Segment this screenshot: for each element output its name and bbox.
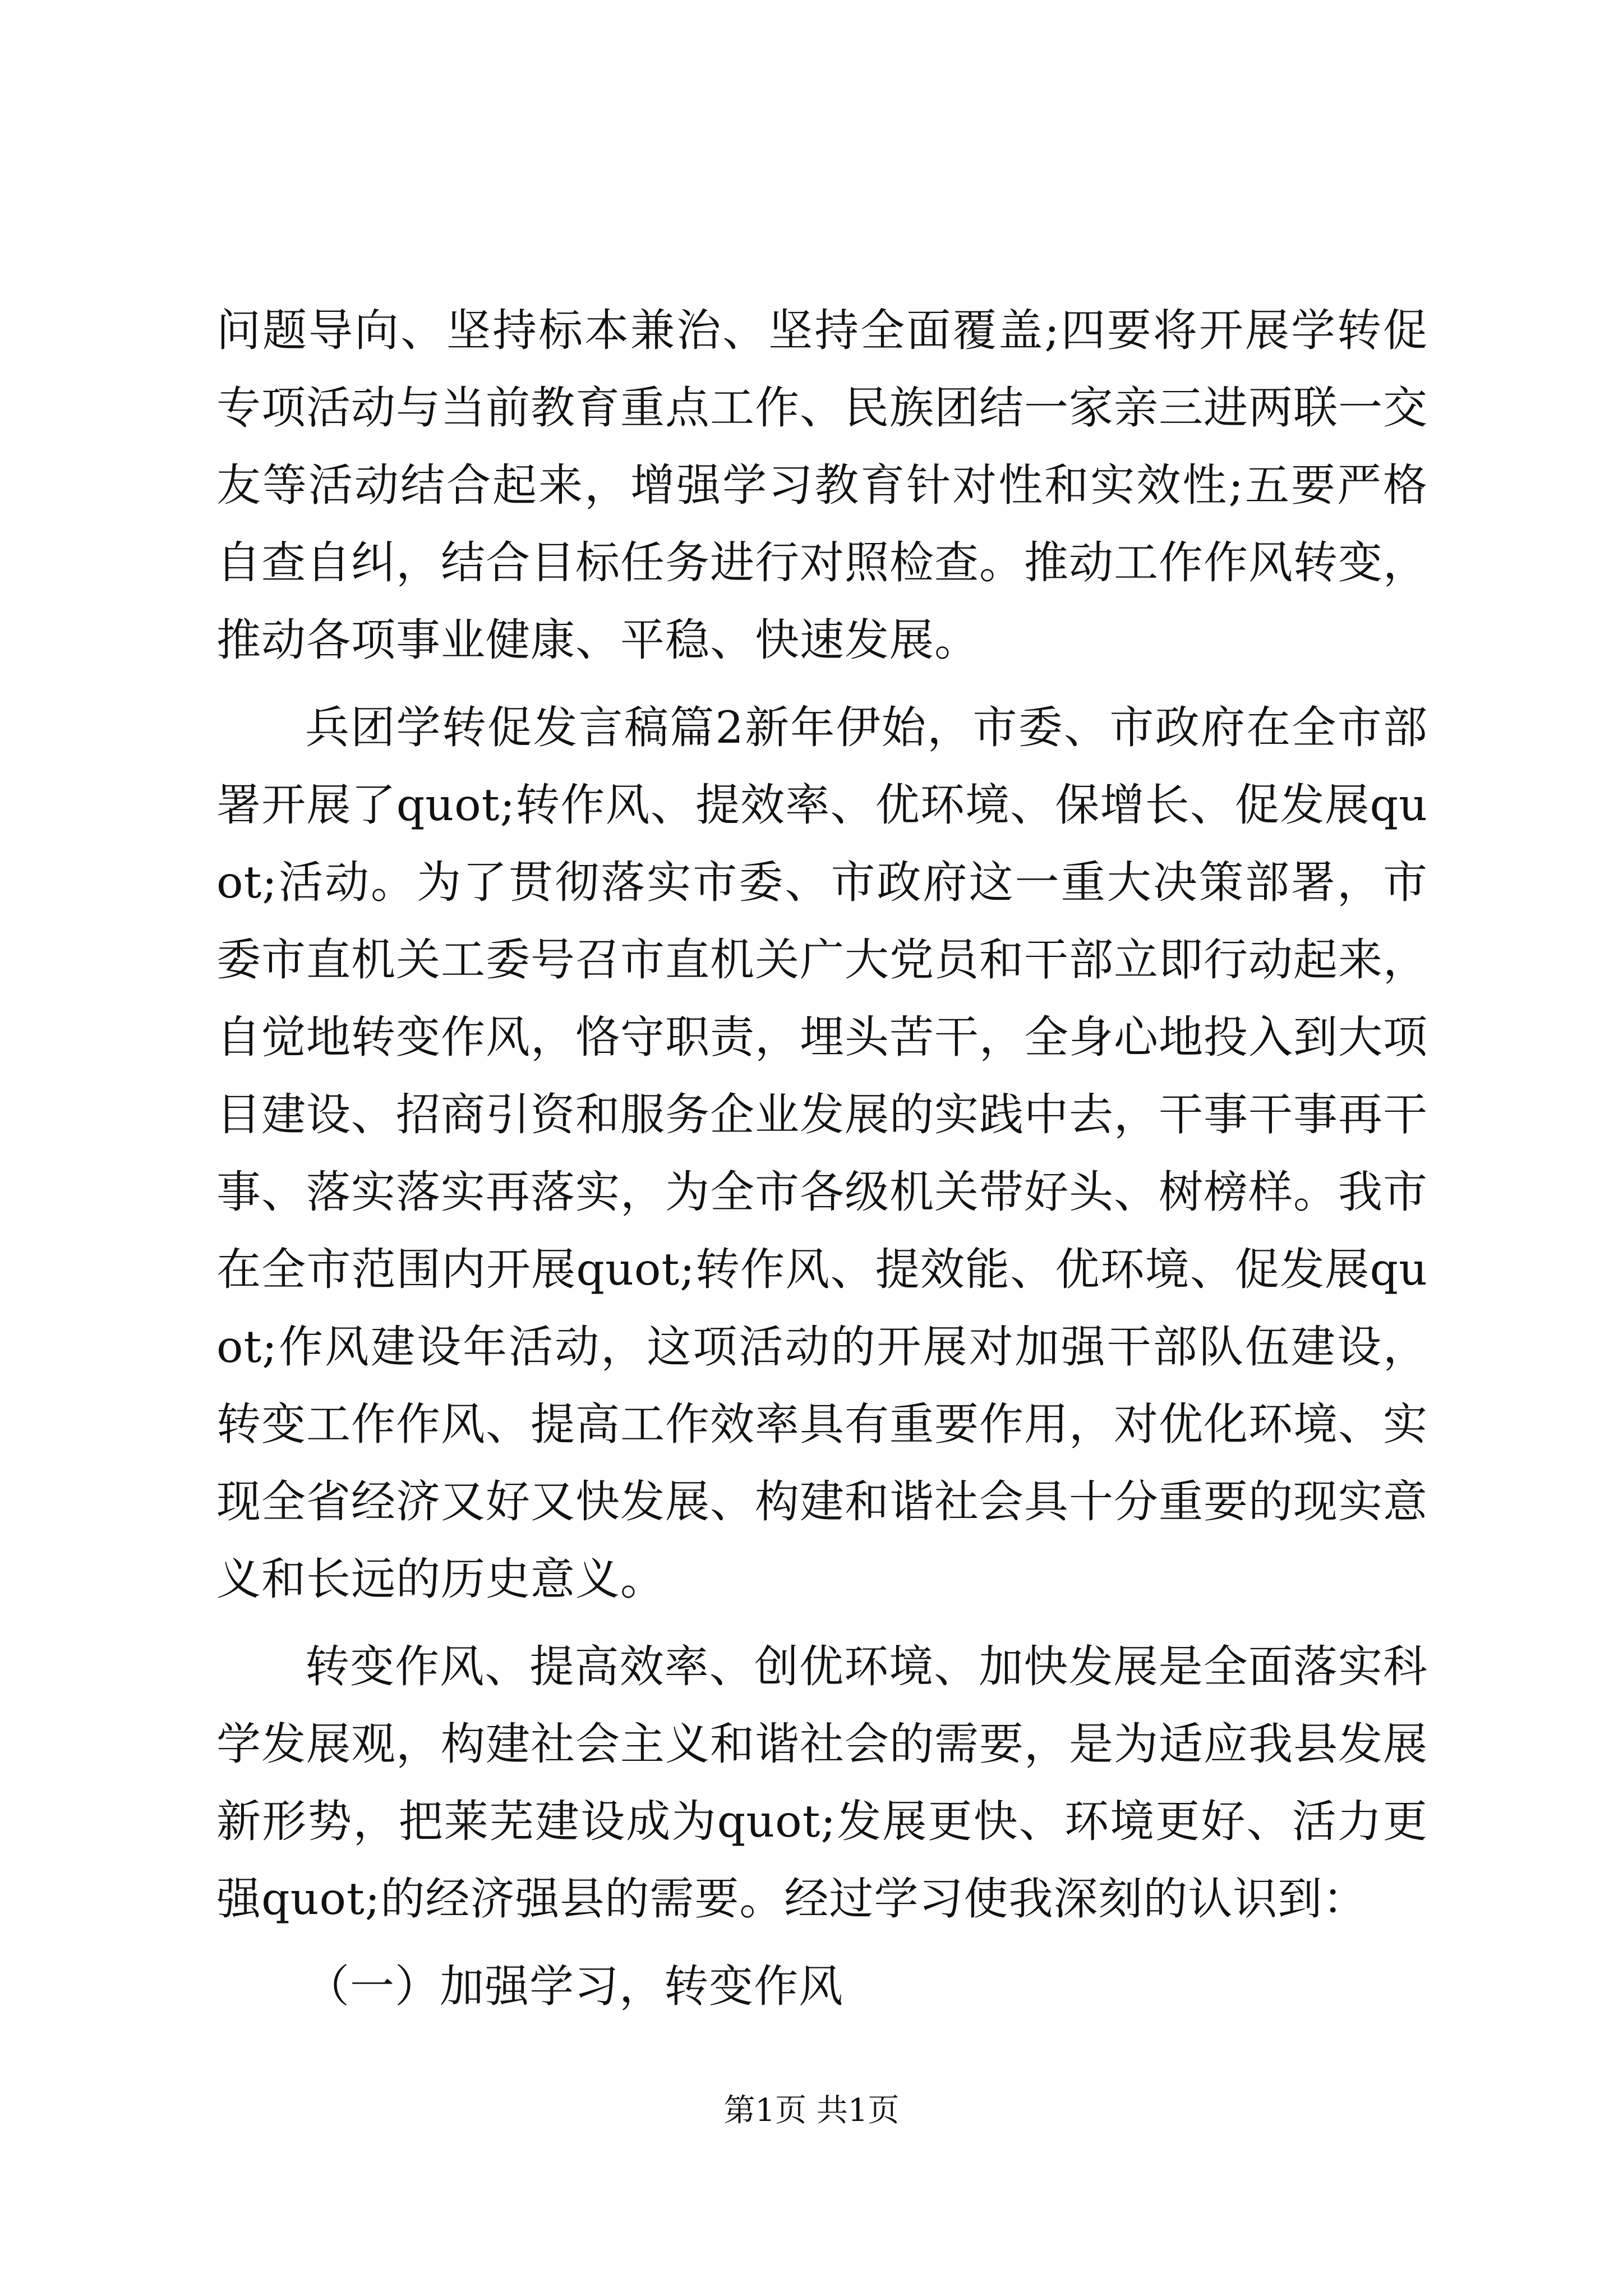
paragraph-continuation: 问题导向、坚持标本兼治、坚持全面覆盖;四要将开展学转促专项活动与当前教育重点工作、民族团结一家亲三进两联一交友等活动结合起来，增强学习教育针对性和实效性;五要严格自查自纠，结合目标任务进行对照检查。推动工作作风转变，推动各项事业健康、平稳、快速发展。 — [216, 305, 1428, 666]
section-heading: （一）加强学习，转变作风 — [305, 1961, 843, 2012]
paragraph-understanding: 转变作风、提高效率、创优环境、加快发展是全面落实科学发展观，构建社会主义和谐社会的需要，是为适应我县发展新形势，把莱芜建设成为quot;发展更快、环境更好、活力更强quot;的经济强县的需要。经过学习使我深刻的认识到： — [216, 1641, 1428, 1925]
page-footer: 第1页 共1页 — [723, 2092, 900, 2129]
paragraph-speech-intro: 兵团学转促发言稿篇2新年伊始，市委、市政府在全市部署开展了quot;转作风、提效率、优环境、保增长、促发展quot;活动。为了贯彻落实市委、市政府这一重大决策部署，市委市直机关工委号召市直机关广大党员和干部立即行动起来，自觉地转变作风，恪守职责，埋头苦干，全身心地投入到大项目建设、招商引资和服务企业发展的实践中去，干事干事再干事、落实落实再落实，为全市各级机关带好头、树榜样。我市在全市范围内开展quot;转作风、提效能、优环境、促发展quot;作风建设年活动，这项活动的开展对加强干部队伍建设，转变工作作风、提高工作效率具有重要作用，对优化环境、实现全省经济又好又快发展、构建和谐社会具十分重要的现实意义和长远的历史意义。 — [216, 702, 1428, 1605]
document-body — [216, 292, 1428, 2025]
